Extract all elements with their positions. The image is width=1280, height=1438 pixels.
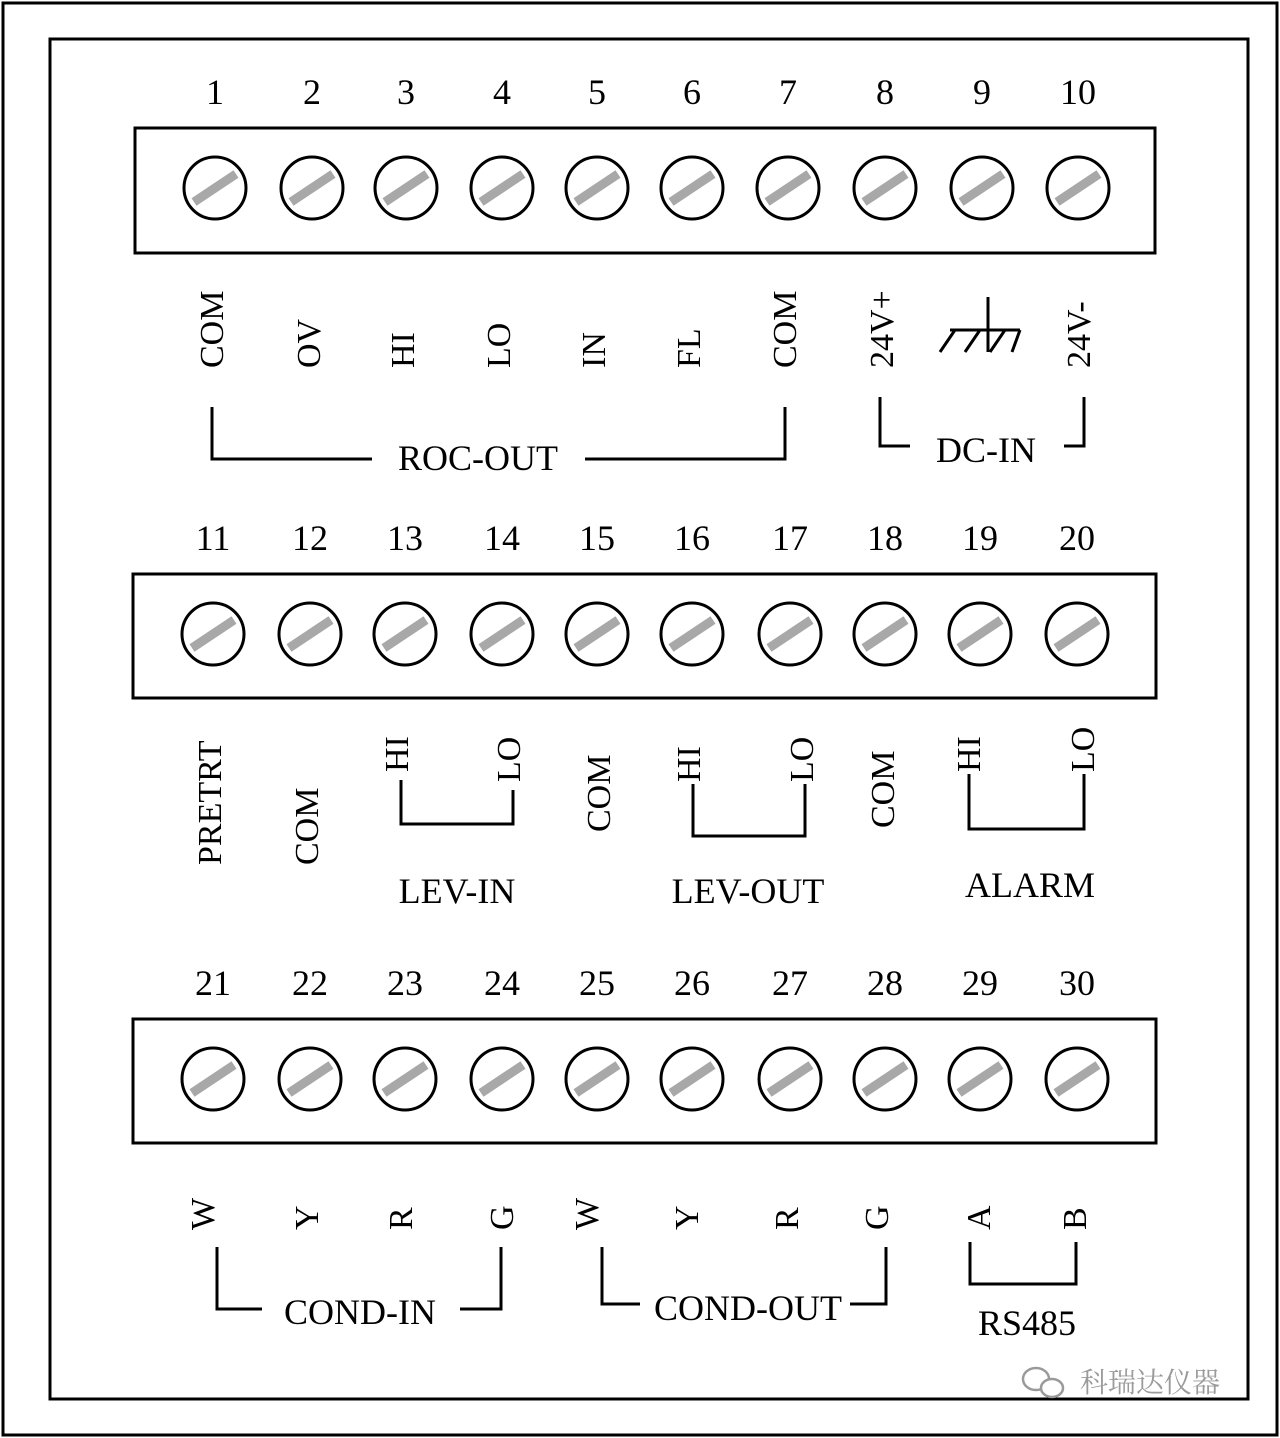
terminal-number: 26 [674, 963, 710, 1003]
screw-terminal-icon [1046, 1048, 1108, 1110]
terminal-number: 4 [493, 72, 511, 112]
terminal-label: R [768, 1207, 806, 1230]
terminal-label: Y [668, 1205, 706, 1230]
terminal-label: IN [575, 332, 613, 368]
terminal-number: 25 [579, 963, 615, 1003]
terminal-number: 6 [683, 72, 701, 112]
terminal-row-1 [135, 72, 1155, 478]
group-label-dc-in: DC-IN [936, 430, 1036, 470]
screw-terminal-icon [471, 157, 533, 219]
screw-terminal-icon [661, 157, 723, 219]
screw-terminal-icon [757, 157, 819, 219]
screws-row-3 [182, 1048, 1108, 1110]
screw-terminal-icon [182, 1048, 244, 1110]
terminal-row-3 [133, 963, 1156, 1343]
group-label-roc-out: ROC-OUT [398, 438, 558, 478]
terminal-number: 24 [484, 963, 520, 1003]
screw-terminal-icon [279, 1048, 341, 1110]
terminal-label: G [483, 1205, 521, 1230]
terminal-label: HI [384, 332, 422, 368]
screw-terminal-icon [375, 157, 437, 219]
terminal-label: HI [670, 746, 708, 782]
screw-terminal-icon [566, 1048, 628, 1110]
group-dc-in [880, 397, 1084, 470]
terminal-row-2 [133, 518, 1156, 911]
screw-terminal-icon [854, 603, 916, 665]
screw-terminal-icon [951, 157, 1013, 219]
screw-terminal-icon [182, 603, 244, 665]
terminal-label: 24V+ [863, 290, 901, 368]
terminal-label: COM [864, 750, 902, 828]
screw-terminal-icon [281, 157, 343, 219]
screws-row-1 [184, 157, 1109, 219]
terminal-label: OV [290, 318, 328, 368]
terminal-label: COM [580, 754, 618, 832]
screws-row-2 [182, 603, 1108, 665]
screw-terminal-icon [661, 1048, 723, 1110]
terminal-number: 1 [206, 72, 224, 112]
terminal-label: R [382, 1207, 420, 1230]
terminal-number: 16 [674, 518, 710, 558]
screw-terminal-icon [661, 603, 723, 665]
group-lev-in [399, 780, 516, 911]
terminal-label: W [184, 1197, 222, 1230]
screw-terminal-icon [374, 1048, 436, 1110]
terminal-label: COM [193, 290, 231, 368]
screw-terminal-icon [566, 603, 628, 665]
terminal-number: 2 [303, 72, 321, 112]
terminal-number: 20 [1059, 518, 1095, 558]
terminal-number: 29 [962, 963, 998, 1003]
terminal-number: 12 [292, 518, 328, 558]
group-label-alarm: ALARM [964, 865, 1096, 905]
terminal-label: A [960, 1205, 998, 1230]
group-label-rs485: RS485 [977, 1303, 1077, 1343]
terminal-number: 9 [973, 72, 991, 112]
terminal-number: 22 [292, 963, 328, 1003]
terminal-label: PRETRT [191, 740, 229, 865]
terminal-numbers-row-1 [206, 72, 1096, 112]
group-label-lev-out: LEV-OUT [671, 871, 825, 911]
labels-row-2 [192, 727, 1102, 865]
screw-terminal-icon [759, 603, 821, 665]
terminal-number: 27 [772, 963, 808, 1003]
terminal-number: 14 [484, 518, 520, 558]
screw-terminal-icon [1046, 603, 1108, 665]
screw-terminal-icon [1047, 157, 1109, 219]
group-lev-out [672, 784, 825, 911]
terminal-number: 13 [387, 518, 423, 558]
terminal-label: FL [670, 328, 708, 368]
group-rs485 [970, 1242, 1076, 1343]
watermark-text: 科瑞达仪器 [1080, 1366, 1221, 1399]
terminal-label: LO [1064, 726, 1102, 772]
screw-terminal-icon [471, 1048, 533, 1110]
screw-terminal-icon [854, 1048, 916, 1110]
group-label-cond-in: COND-IN [284, 1292, 436, 1332]
terminal-label: HI [378, 736, 416, 772]
terminal-numbers-row-2 [196, 518, 1095, 558]
group-label-cond-out: COND-OUT [654, 1288, 842, 1328]
group-cond-out [602, 1247, 886, 1328]
terminal-number: 15 [579, 518, 615, 558]
terminal-number: 28 [867, 963, 903, 1003]
terminal-number: 30 [1059, 963, 1095, 1003]
terminal-number: 7 [779, 72, 797, 112]
terminal-label: LO [783, 736, 821, 782]
wechat-logo-icon [1023, 1368, 1063, 1397]
terminal-number: 21 [195, 963, 231, 1003]
terminal-label: G [858, 1205, 896, 1230]
screw-terminal-icon [949, 1048, 1011, 1110]
screw-terminal-icon [471, 603, 533, 665]
terminal-number: 17 [772, 518, 808, 558]
terminal-label: W [568, 1197, 606, 1230]
terminal-number: 3 [397, 72, 415, 112]
terminal-number: 18 [867, 518, 903, 558]
terminal-label: 24V- [1060, 301, 1098, 368]
terminal-label: LO [480, 322, 518, 368]
terminal-number: 8 [876, 72, 894, 112]
group-roc-out [212, 407, 785, 478]
screw-terminal-icon [374, 603, 436, 665]
screw-terminal-icon [759, 1048, 821, 1110]
group-cond-in [217, 1247, 501, 1332]
terminal-label: HI [950, 736, 988, 772]
terminal-label: LO [490, 736, 528, 782]
group-alarm [965, 774, 1095, 905]
terminal-label: COM [766, 290, 804, 368]
group-label-lev-in: LEV-IN [398, 871, 516, 911]
terminal-number: 11 [195, 518, 231, 558]
ground-symbol-icon [940, 297, 1020, 352]
terminal-number: 10 [1060, 72, 1096, 112]
terminal-numbers-row-3 [195, 963, 1095, 1003]
terminal-label: Y [288, 1205, 326, 1230]
screw-terminal-icon [184, 157, 246, 219]
terminal-number: 5 [588, 72, 606, 112]
watermark [1023, 1366, 1220, 1399]
screw-terminal-icon [279, 603, 341, 665]
labels-row-3 [185, 1197, 1094, 1230]
terminal-number: 19 [962, 518, 998, 558]
terminal-number: 23 [387, 963, 423, 1003]
terminal-label: COM [288, 787, 326, 865]
screw-terminal-icon [566, 157, 628, 219]
screw-terminal-icon [949, 603, 1011, 665]
panel-border [50, 39, 1248, 1399]
screw-terminal-icon [854, 157, 916, 219]
terminal-label: B [1056, 1207, 1094, 1230]
